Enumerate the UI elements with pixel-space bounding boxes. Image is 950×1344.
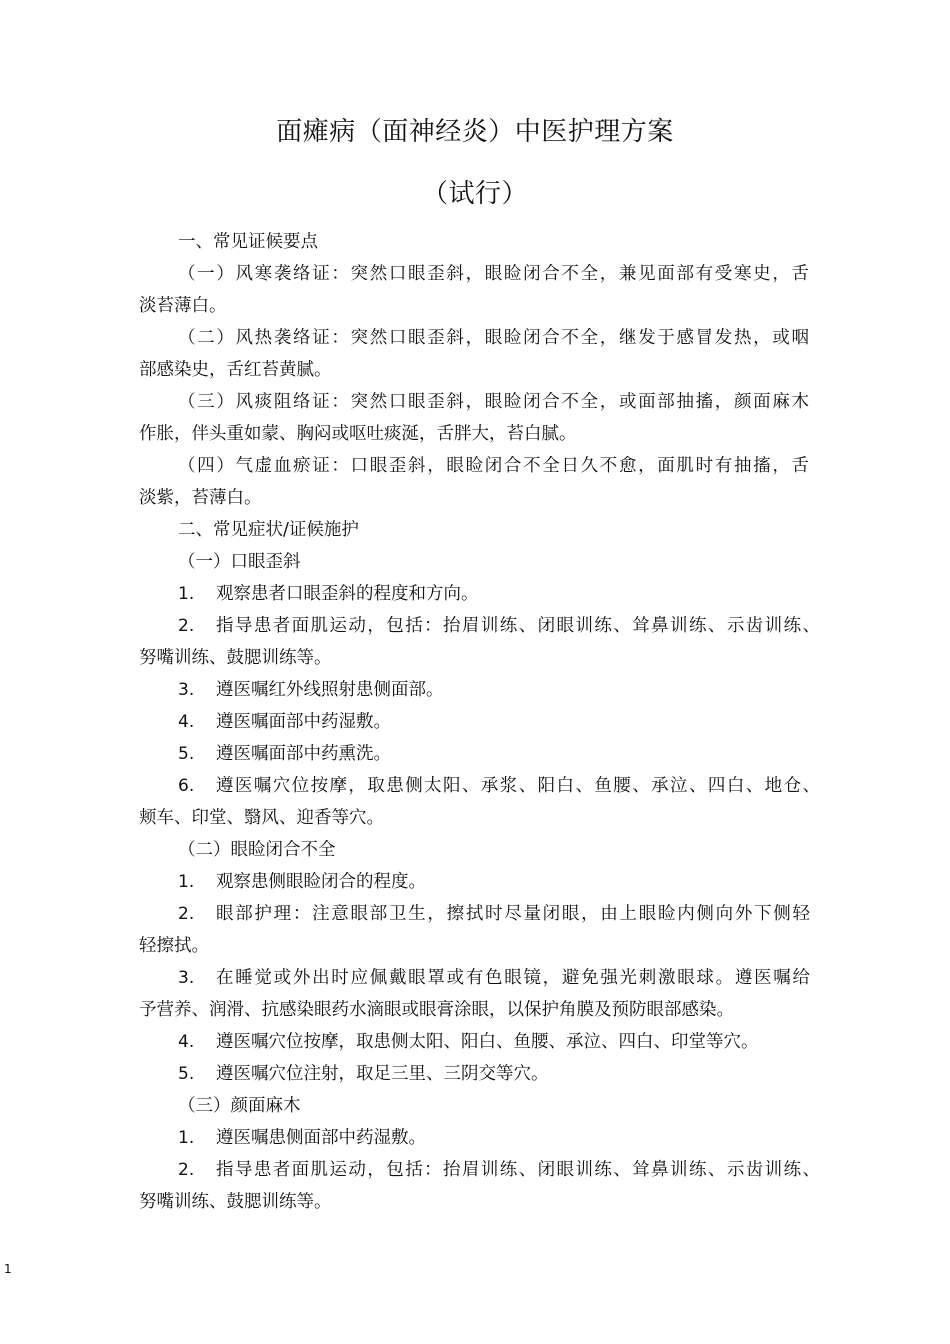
item-number: 2. <box>178 1160 195 1180</box>
item-number: 1. <box>178 584 195 604</box>
sub2-item-3-line2: 予营养、润滑、抗感染眼药水滴眼或眼膏涂眼，以保护角膜及预防眼部感染。 <box>139 1000 734 1020</box>
syndrome-4-line2: 淡紫，苔薄白。 <box>139 488 262 508</box>
item-number: 1. <box>178 1128 195 1148</box>
syndrome-1-line1: （一）风寒袭络证：突然口眼歪斜，眼睑闭合不全，兼见面部有受寒史，舌 <box>178 264 809 284</box>
sub1-item-6-line2: 颊车、印堂、翳风、迎香等穴。 <box>139 808 384 828</box>
sub1-item-6-line1: 遵医嘱穴位按摩，取患侧太阳、承浆、阳白、鱼腰、承泣、四白、地仓、 <box>216 776 820 796</box>
subsection-2-heading: （二）眼睑闭合不全 <box>178 840 336 860</box>
item-number: 5. <box>178 1064 195 1084</box>
document-title: 面瘫病（面神经炎）中医护理方案 <box>276 117 674 147</box>
item-number: 3. <box>178 680 195 700</box>
sub2-item-5-text: 遵医嘱穴位注射，取足三里、三阴交等穴。 <box>216 1064 549 1084</box>
item-number: 6. <box>178 776 195 796</box>
section2-heading: 二、常见症状/证候施护 <box>178 520 359 540</box>
syndrome-2-line2: 部感染史，舌红苔黄腻。 <box>139 360 332 380</box>
page-number: 1 <box>4 1262 12 1276</box>
subsection-1-heading: （一）口眼歪斜 <box>178 552 301 572</box>
sub2-item-4-text: 遵医嘱穴位按摩，取患侧太阳、阳白、鱼腰、承泣、四白、印堂等穴。 <box>216 1032 759 1052</box>
subsection-3-heading: （三）颜面麻木 <box>178 1096 301 1116</box>
document-subtitle: （试行） <box>421 179 528 209</box>
syndrome-3-line1: （三）风痰阻络证：突然口眼歪斜，眼睑闭合不全，或面部抽搐，颜面麻木 <box>178 392 809 412</box>
sub1-item-5-text: 遵医嘱面部中药熏洗。 <box>216 744 391 764</box>
sub1-item-2-line1: 指导患者面肌运动，包括：抬眉训练、闭眼训练、耸鼻训练、示齿训练、 <box>216 616 820 636</box>
item-number: 4. <box>178 712 195 732</box>
sub3-item-1-text: 遵医嘱患侧面部中药湿敷。 <box>216 1128 426 1148</box>
sub2-item-2-line1: 眼部护理：注意眼部卫生，擦拭时尽量闭眼，由上眼睑内侧向外下侧轻 <box>216 904 810 924</box>
item-number: 4. <box>178 1032 195 1052</box>
item-number: 2. <box>178 904 195 924</box>
sub1-item-3-text: 遵医嘱红外线照射患侧面部。 <box>216 680 444 700</box>
sub3-item-2-line1: 指导患者面肌运动，包括：抬眉训练、闭眼训练、耸鼻训练、示齿训练、 <box>216 1160 820 1180</box>
item-number: 3. <box>178 968 195 988</box>
syndrome-2-line1: （二）风热袭络证：突然口眼歪斜，眼睑闭合不全，继发于感冒发热，或咽 <box>178 328 809 348</box>
sub2-item-2-line2: 轻擦拭。 <box>139 936 209 956</box>
item-number: 2. <box>178 616 195 636</box>
syndrome-1-line2: 淡苔薄白。 <box>139 296 227 316</box>
item-number: 1. <box>178 872 195 892</box>
syndrome-4-line1: （四）气虚血瘀证：口眼歪斜，眼睑闭合不全日久不愈，面肌时有抽搐，舌 <box>178 456 809 476</box>
sub1-item-4-text: 遵医嘱面部中药湿敷。 <box>216 712 391 732</box>
section1-heading: 一、常见证候要点 <box>178 232 318 252</box>
sub2-item-3-line1: 在睡觉或外出时应佩戴眼罩或有色眼镜，避免强光刺激眼球。遵医嘱给 <box>216 968 810 988</box>
sub1-item-2-line2: 努嘴训练、鼓腮训练等。 <box>139 648 332 668</box>
syndrome-3-line2: 作胀，伴头重如蒙、胸闷或呕吐痰涎，舌胖大，苔白腻。 <box>139 424 577 444</box>
sub1-item-1-text: 观察患者口眼歪斜的程度和方向。 <box>216 584 479 604</box>
sub3-item-2-line2: 努嘴训练、鼓腮训练等。 <box>139 1192 332 1212</box>
sub2-item-1-text: 观察患侧眼睑闭合的程度。 <box>216 872 426 892</box>
item-number: 5. <box>178 744 195 764</box>
